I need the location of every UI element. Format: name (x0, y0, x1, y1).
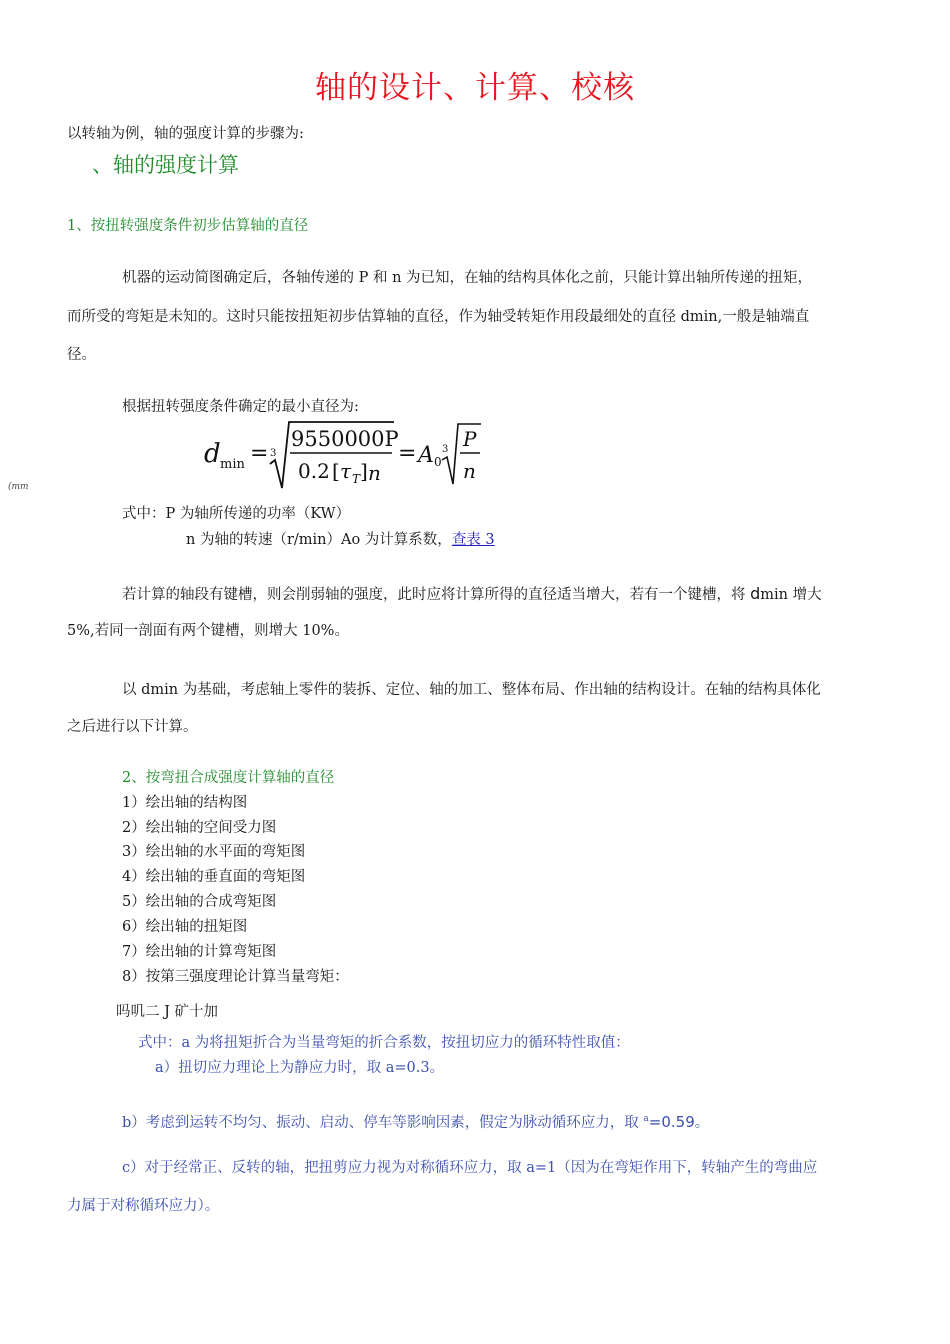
formula-d-sub: min (220, 457, 245, 472)
formula-tau-sub: T (352, 472, 361, 486)
case-a: a）扭切应力理论上为静应力时，取 a=0.3。 (155, 1060, 445, 1076)
case-b-pre: b）考虑到运转不均匀、振动、启动、停车等影响因素，假定为脉动循环应力，取 (122, 1115, 644, 1131)
formula-A-sub: 0 (434, 455, 442, 469)
list-item: 3）绘出轴的水平面的弯矩图 (122, 844, 306, 860)
svg-text:]: ] (360, 459, 368, 483)
list-item: 8）按第三强度理论计算当量弯矩： (122, 969, 349, 985)
case-b-sup: a (643, 1114, 649, 1125)
case-b (122, 1111, 709, 1132)
formula-numerator: 9550000P (291, 427, 399, 451)
list-item: 7）绘出轴的计算弯矩图 (122, 944, 277, 960)
page-title: 轴的设计、计算、校核 (315, 70, 635, 106)
equivalent-moment-formula: 吗叽二 J 矿十加 (116, 1004, 219, 1020)
list-item: 6）绘出轴的扭矩图 (122, 919, 248, 935)
formula-n: n (368, 461, 381, 485)
case-c-line1: c）对于经常正、反转的轴，把扭剪应力视为对称循环应力，取 a=1（因为在弯矩作用下，转轴产生的弯曲应 (122, 1160, 818, 1176)
step1-para-line3: 径。 (67, 347, 96, 363)
formula-eq1: = (250, 441, 269, 466)
step1-para-line2: 而所受的弯矩是未知的。这时只能按扭矩初步估算轴的直径，作为轴受转矩作用段最细处的直径 dmin,一般是轴端直 (67, 309, 810, 325)
formula-tau: τ (340, 459, 352, 483)
base-line2: 之后进行以下计算。 (67, 719, 198, 735)
list-item: 4）绘出轴的垂直面的弯矩图 (122, 869, 306, 885)
where-line2-text: n 为轴的转速（r/min）Ao 为计算系数， (186, 532, 452, 548)
where-line2 (186, 528, 495, 549)
keyway-line1 (122, 583, 822, 604)
formula-root-index2: 3 (442, 444, 449, 455)
keyway-d: d (750, 584, 761, 603)
keyway-line2: 5%,若同一剖面有两个键槽，则增大 10%。 (67, 623, 349, 639)
formula-root-index: 3 (270, 448, 277, 459)
base-line1: 以 dmin 为基础，考虑轴上零件的装拆、定位、轴的加工、整体布局、作出轴的结构设计。在轴的结构具体化 (122, 682, 821, 698)
side-fragment: (mm (8, 482, 29, 492)
step1-para-line1: 机器的运动简图确定后，各轴传递的 P 和 n 为已知，在轴的结构具体化之前，只能计算出轴所传递的扭矩， (122, 270, 813, 286)
case-b-post: 。 (694, 1115, 710, 1131)
min-diameter-formula (198, 412, 498, 494)
list-item: 5）绘出轴的合成弯矩图 (122, 894, 277, 910)
section-heading: 、轴的强度计算 (92, 153, 239, 177)
coef-line: 式中：a 为将扭矩折合为当量弯矩的折合系数，按扭切应力的循环特性取值： (138, 1035, 630, 1051)
table3-link[interactable]: 查表 3 (451, 532, 495, 548)
svg-text:[: [ (332, 459, 340, 483)
case-b-value: =0.59 (648, 1113, 695, 1131)
keyway-line1-pre: 若计算的轴段有键槽，则会削弱轴的强度，此时应将计算所得的直径适当增大，若有一个键槽，将 (122, 587, 751, 603)
formula-den2: n (463, 459, 476, 483)
formula-num2: P (463, 427, 477, 451)
intro-text: 以转轴为例，轴的强度计算的步骤为: (67, 126, 304, 142)
step2-heading: 2、按弯扭合成强度计算轴的直径 (122, 770, 335, 786)
list-item: 1）绘出轴的结构图 (122, 795, 248, 811)
formula-eq2: = (398, 441, 417, 466)
step1-heading: 1、按扭转强度条件初步估算轴的直径 (67, 218, 309, 234)
keyway-line1-post: min 增大 (760, 587, 822, 603)
formula-A: A (418, 443, 434, 468)
case-c-line2: 力属于对称循环应力）。 (67, 1198, 220, 1214)
formula-denominator: 0.2 (298, 459, 330, 483)
formula-d: d (204, 439, 221, 469)
where-line1: 式中：P 为轴所传递的功率（KW） (122, 506, 351, 522)
list-item: 2）绘出轴的空间受力图 (122, 820, 277, 836)
formula-intro: 根据扭转强度条件确定的最小直径为: (122, 399, 359, 415)
